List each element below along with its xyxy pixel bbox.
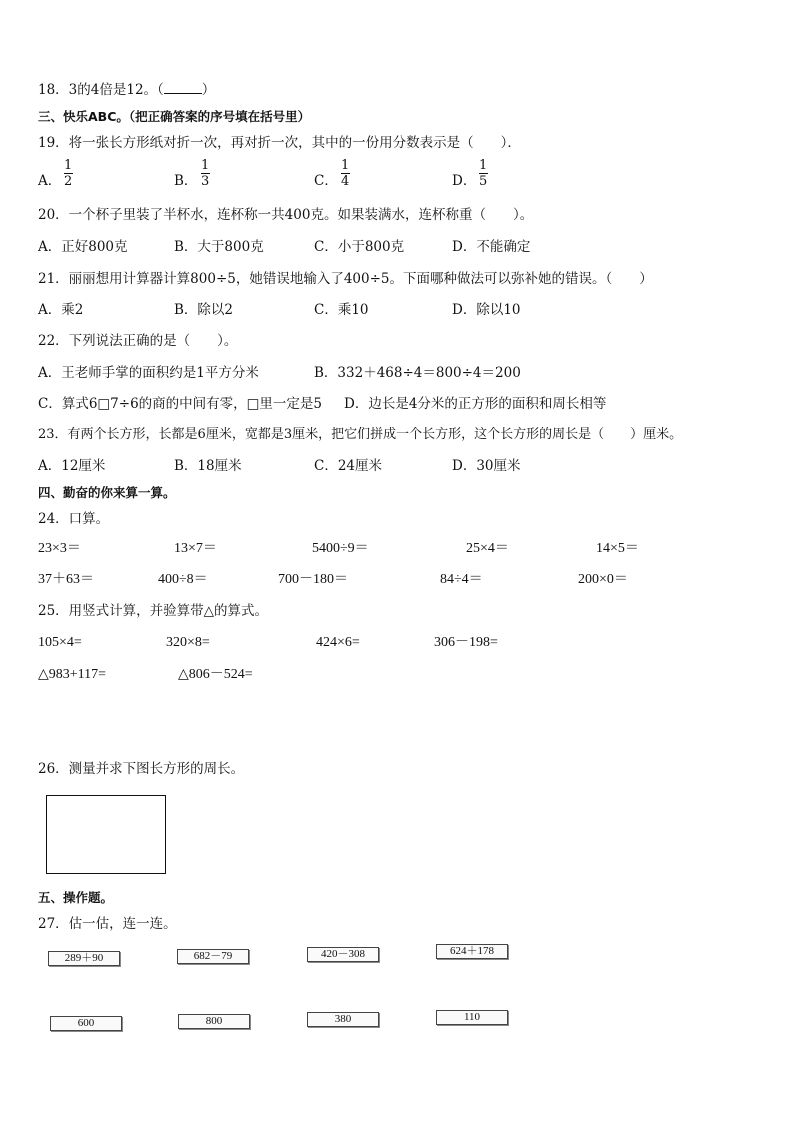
mental-math-item: 14×5＝ <box>596 541 639 556</box>
q20-stem: 20．一个杯子里装了半杯水，连杯称一共400克。如果装满水，连杯称重（ ）。 <box>38 207 534 223</box>
q21-option-c[interactable]: C．乘10 <box>314 302 369 318</box>
estimate-expression-box[interactable]: 289＋90 <box>48 951 120 966</box>
q18-close-paren: ） <box>201 82 216 98</box>
q22-option-c[interactable]: C．算式6□7÷6的商的中间有零，□里一定是5 <box>38 396 323 412</box>
q20-option-c[interactable]: C．小于800克 <box>314 239 405 255</box>
fraction-numerator: 1 <box>201 158 210 173</box>
estimate-result-box[interactable]: 380 <box>307 1012 379 1027</box>
q19-option-d-fraction <box>478 158 488 189</box>
q19-stem: 19．将一张长方形纸对折一次，再对折一次，其中的一份用分数表示是（ ）． <box>38 135 521 151</box>
mental-math-item: 37＋63＝ <box>38 572 94 587</box>
fraction-numerator: 1 <box>64 158 73 173</box>
vertical-calc-item: 306－198= <box>434 635 498 650</box>
fraction-denominator: 5 <box>479 174 488 189</box>
estimate-result-box[interactable]: 600 <box>50 1016 122 1031</box>
q23-option-a[interactable]: A．12厘米 <box>38 458 106 474</box>
mental-math-item: 13×7＝ <box>174 541 217 556</box>
estimate-expression-box[interactable]: 624＋178 <box>436 944 508 959</box>
vertical-calc-item: 320×8= <box>166 635 210 650</box>
q19-option-b-fraction <box>200 158 210 189</box>
q19-option-c-fraction <box>340 158 350 189</box>
q25-stem: 25．用竖式计算，并验算带△的算式。 <box>38 603 269 619</box>
mental-math-item: 23×3＝ <box>38 541 81 556</box>
q19-option-c-letter[interactable]: C． <box>314 173 338 189</box>
section4-title: 四、勤奋的你来算一算。 <box>38 485 176 500</box>
q22-option-a[interactable]: A．王老师手掌的面积约是1平方分米 <box>38 365 259 381</box>
vertical-calc-item-check: △983+117= <box>38 667 107 682</box>
q19-option-a-letter[interactable]: A． <box>38 173 62 189</box>
q18-text: 18．3的4倍是12。（ <box>38 82 164 98</box>
q20-option-d[interactable]: D．不能确定 <box>452 239 531 255</box>
q18-answer-blank[interactable] <box>164 81 202 94</box>
mental-math-item: 700－180＝ <box>278 572 348 587</box>
mental-math-item: 400÷8＝ <box>158 572 208 587</box>
q26-stem: 26．测量并求下图长方形的周长。 <box>38 761 245 777</box>
q23-stem: 23．有两个长方形，长都是6厘米，宽都是3厘米，把它们拼成一个长方形，这个长方形的周长是（ ）厘米。 <box>38 427 683 442</box>
q18-line <box>38 81 215 99</box>
estimate-result-box[interactable]: 800 <box>178 1014 250 1029</box>
fraction-denominator: 4 <box>341 174 350 189</box>
mental-math-item: 200×0＝ <box>578 572 628 587</box>
q19-option-a-fraction <box>63 158 73 189</box>
fraction-denominator: 3 <box>201 174 210 189</box>
q20-option-b[interactable]: B．大于800克 <box>174 239 264 255</box>
q27-stem: 27．估一估，连一连。 <box>38 916 177 932</box>
vertical-calc-item: 424×6= <box>316 635 360 650</box>
mental-math-item: 25×4＝ <box>466 541 509 556</box>
q23-option-d[interactable]: D．30厘米 <box>452 458 521 474</box>
estimate-expression-box[interactable]: 682－79 <box>177 949 249 964</box>
vertical-calc-item-check: △806－524= <box>178 667 253 682</box>
q19-option-d-letter[interactable]: D． <box>452 173 477 189</box>
q21-option-a[interactable]: A．乘2 <box>38 302 84 318</box>
section3-title: 三、快乐ABC。（把正确答案的序号填在括号里） <box>38 109 311 124</box>
q20-option-a[interactable]: A．正好800克 <box>38 239 128 255</box>
q23-option-b[interactable]: B．18厘米 <box>174 458 242 474</box>
estimate-result-box[interactable]: 110 <box>436 1010 508 1025</box>
measure-rectangle <box>46 795 166 874</box>
q24-stem: 24．口算。 <box>38 511 110 527</box>
q22-option-b[interactable]: B．332＋468÷4＝800÷4＝200 <box>314 365 521 381</box>
q22-stem: 22．下列说法正确的是（ ）。 <box>38 333 238 349</box>
estimate-expression-box[interactable]: 420－308 <box>307 947 379 962</box>
q21-option-d[interactable]: D．除以10 <box>452 302 521 318</box>
mental-math-item: 5400÷9＝ <box>312 541 369 556</box>
vertical-calc-item: 105×4= <box>38 635 82 650</box>
q19-option-b-letter[interactable]: B． <box>174 173 198 189</box>
fraction-denominator: 2 <box>64 174 73 189</box>
section5-title: 五、操作题。 <box>38 890 114 905</box>
q23-option-c[interactable]: C．24厘米 <box>314 458 383 474</box>
fraction-numerator: 1 <box>341 158 350 173</box>
q21-option-b[interactable]: B．除以2 <box>174 302 234 318</box>
fraction-numerator: 1 <box>479 158 488 173</box>
q21-stem: 21．丽丽想用计算器计算800÷5，她错误地输入了400÷5。下面哪种做法可以弥补她的错误。（ ） <box>38 271 653 287</box>
q22-option-d[interactable]: D．边长是4分米的正方形的面积和周长相等 <box>344 396 607 412</box>
mental-math-item: 84÷4＝ <box>440 572 483 587</box>
